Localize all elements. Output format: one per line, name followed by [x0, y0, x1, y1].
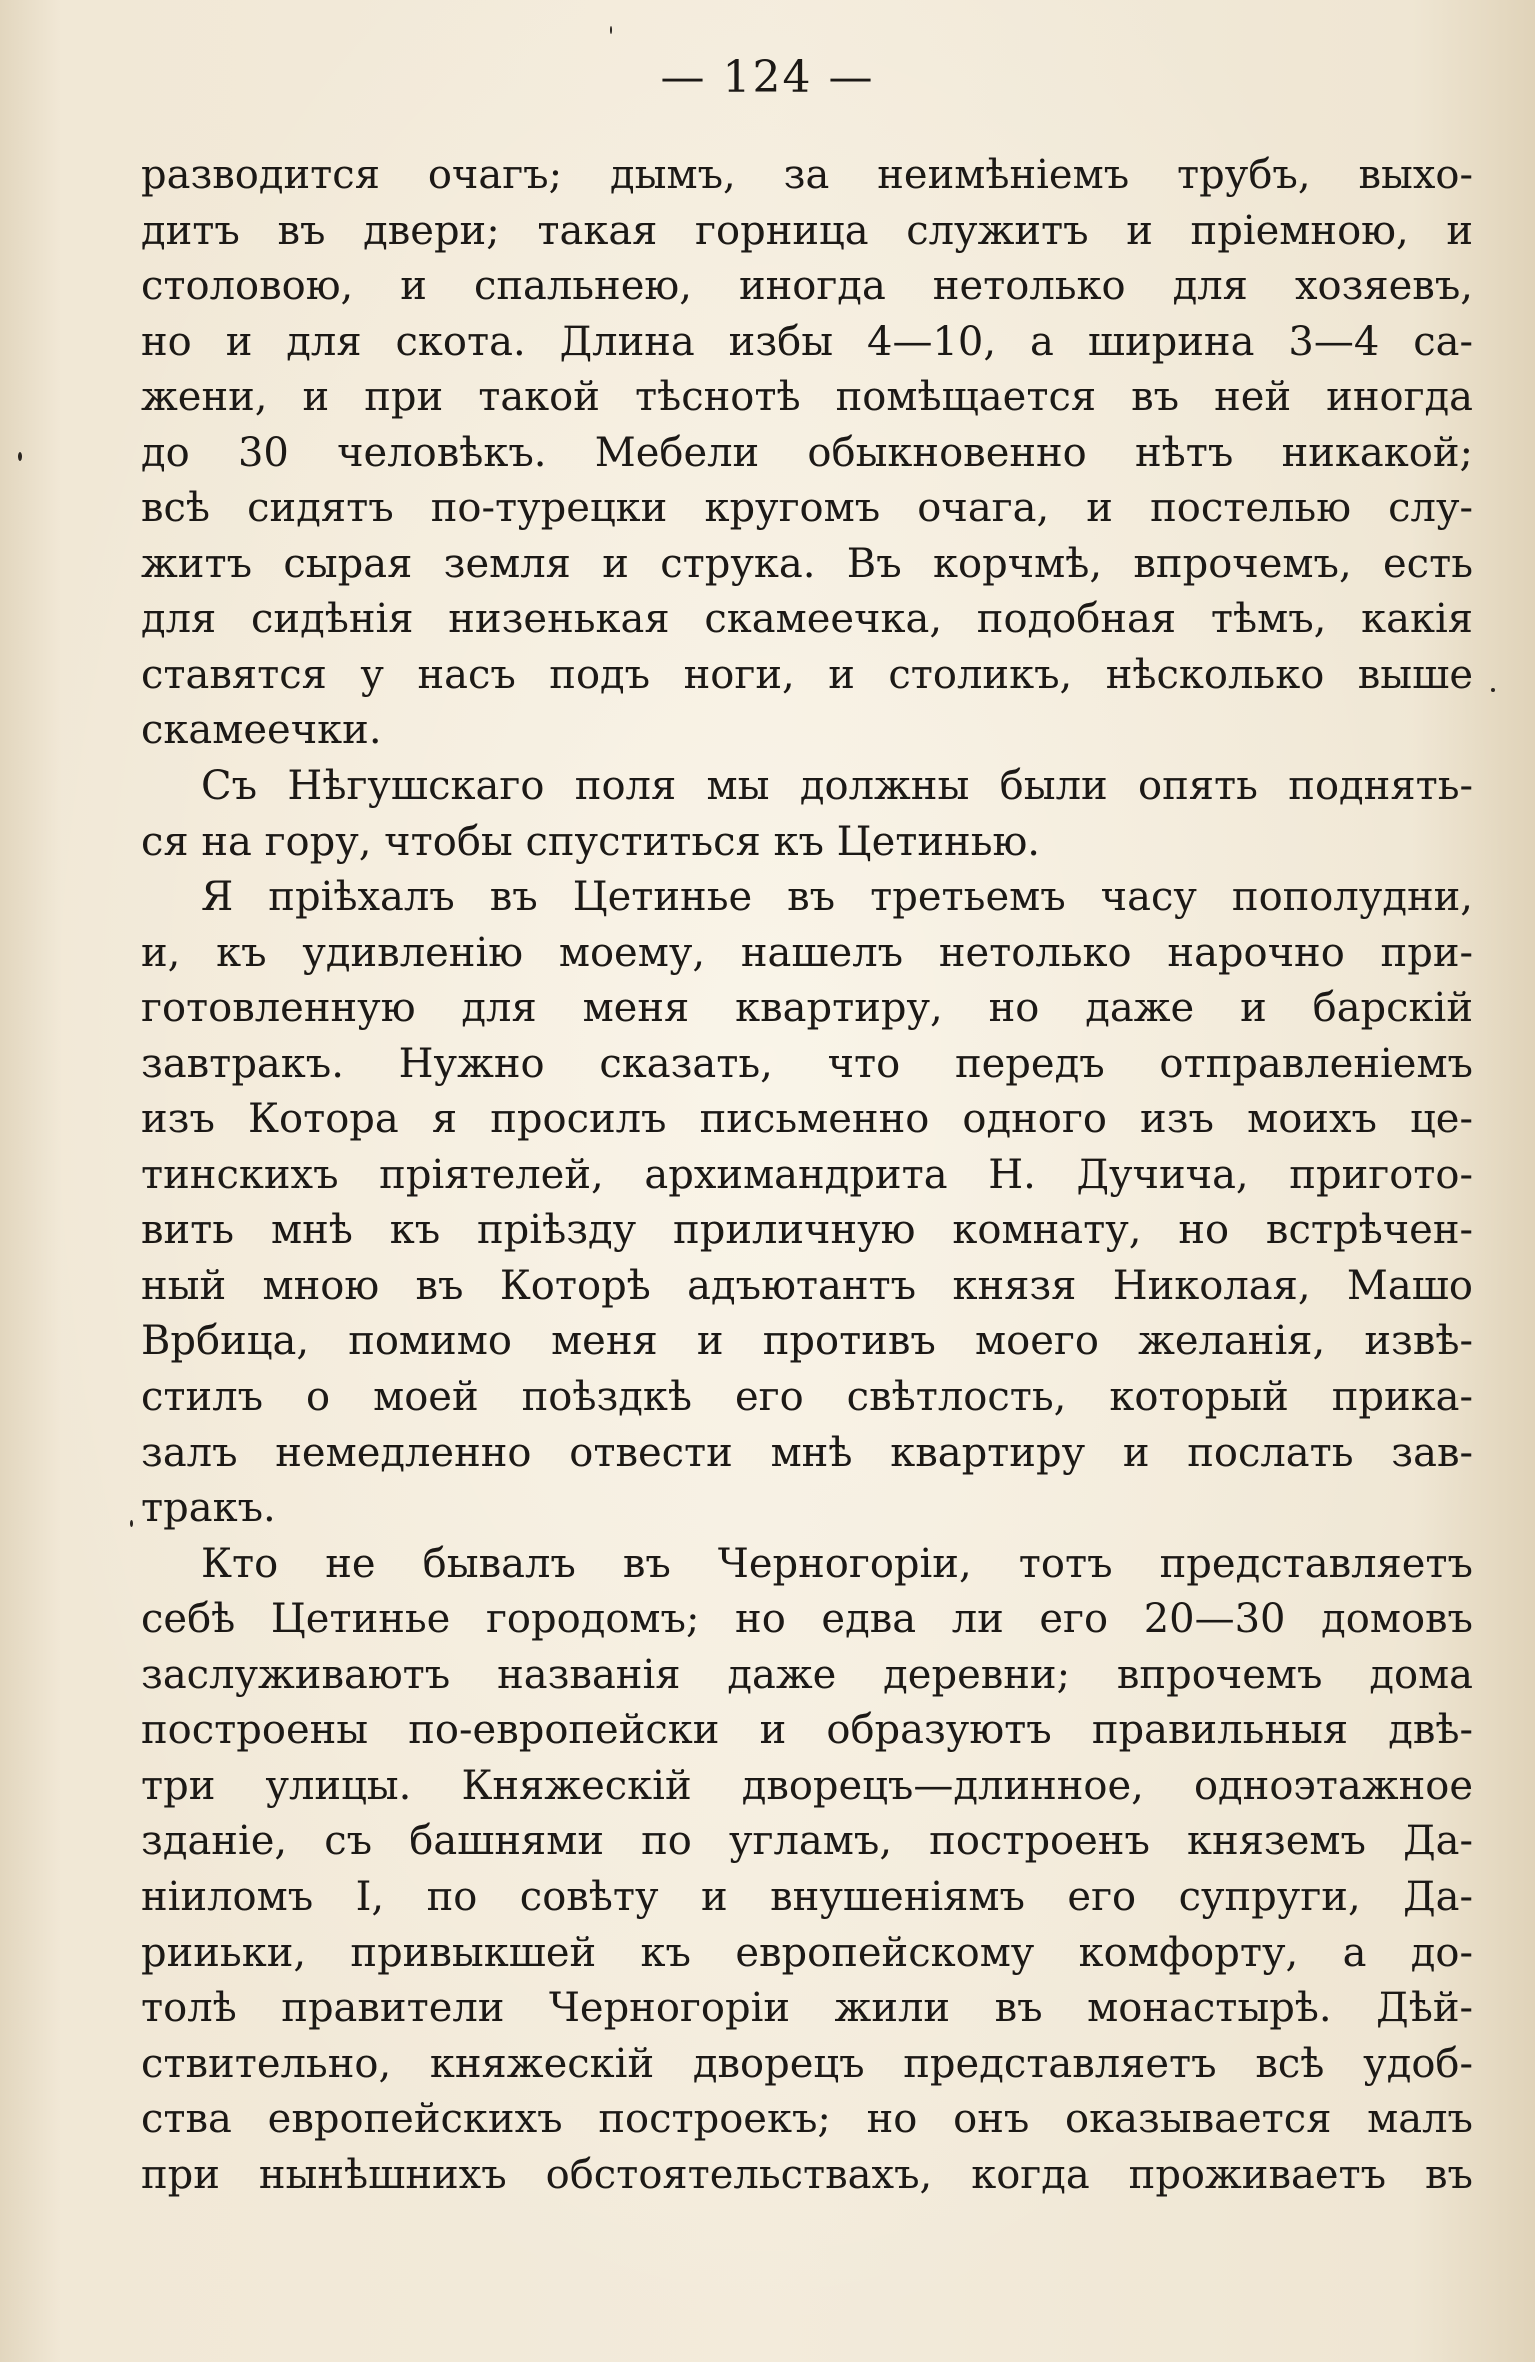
text-line: рииьки, привыкшей къ европейскому комфорту, а до-: [141, 1929, 1473, 1976]
text-line: зданіе, съ башнями по угламъ, построенъ княземъ Да-: [141, 1818, 1473, 1865]
text-line: Кто не бывалъ въ Черногоріи, тотъ представляетъ: [201, 1540, 1473, 1587]
text-line: разводится очагъ; дымъ, за неимѣніемъ трубъ, выхо-: [141, 152, 1473, 198]
print-speck: [130, 1520, 133, 1527]
text-line: всѣ сидятъ по-турецки кругомъ очага, и постелью слу-: [141, 485, 1473, 532]
text-line: ства европейскихъ построекъ; но онъ оказывается малъ: [141, 2096, 1473, 2143]
text-line: ніиломъ I, по совѣту и внушеніямъ его супруги, Да-: [141, 1873, 1473, 1920]
page-number: — 124 —: [660, 52, 875, 103]
text-line: Врбица, помимо меня и противъ моего желанія, извѣ-: [141, 1318, 1473, 1365]
text-line: готовленную для меня квартиру, но даже и барскій: [141, 985, 1473, 1032]
text-line: но и для скота. Длина избы 4—10, а ширина 3—4 са-: [141, 318, 1473, 365]
text-line: жени, и при такой тѣснотѣ помѣщается въ ней иногда: [141, 374, 1473, 421]
text-line: залъ немедленно отвести мнѣ квартиру и послать зав-: [141, 1429, 1473, 1476]
text-line: тинскихъ пріятелей, архимандрита Н. Дучича, пригото-: [141, 1151, 1473, 1198]
text-line: завтракъ. Нужно сказать, что передъ отправленіемъ: [141, 1040, 1473, 1087]
text-line: столовою, и спальнею, иногда нетолько для хозяевъ,: [141, 263, 1473, 310]
print-speck: [1491, 688, 1495, 692]
text-line: ный мною въ Которѣ адъютантъ князя Николая, Машо: [141, 1262, 1473, 1309]
text-line: и, къ удивленію моему, нашелъ нетолько нарочно при-: [141, 929, 1473, 976]
text-line: толѣ правители Черногоріи жили въ монастырѣ. Дѣй-: [141, 1985, 1473, 2032]
print-speck: [18, 452, 22, 461]
text-line: дитъ въ двери; такая горница служитъ и пріемною, и: [141, 207, 1473, 254]
page-body-text: [141, 148, 1473, 2203]
text-line: заслуживаютъ названія даже деревни; впрочемъ дома: [141, 1651, 1473, 1698]
text-line: скамеечки.: [141, 707, 382, 754]
text-line: при нынѣшнихъ обстоятельствахъ, когда проживаетъ въ: [141, 2151, 1473, 2198]
text-line: для сидѣнія низенькая скамеечка, подобная тѣмъ, какія: [141, 596, 1473, 643]
text-line: построены по-европейски и образуютъ правильныя двѣ-: [141, 1707, 1473, 1754]
text-line: Я пріѣхалъ въ Цетинье въ третьемъ часу пополудни,: [201, 874, 1473, 921]
text-line: вить мнѣ къ пріѣзду приличную комнату, но встрѣчен-: [141, 1207, 1473, 1254]
text-line: ствительно, княжескій дворецъ представляетъ всѣ удоб-: [141, 2040, 1473, 2087]
text-line: тракъ.: [141, 1485, 276, 1532]
text-line: ся на гору, чтобы спуститься къ Цетинью.: [141, 818, 1041, 865]
text-line: Съ Нѣгушскаго поля мы должны были опять поднять-: [201, 763, 1473, 810]
text-line: ставятся у насъ подъ ноги, и столикъ, нѣсколько выше: [141, 651, 1473, 698]
text-line: три улицы. Княжескій дворецъ—длинное, одноэтажное: [141, 1762, 1473, 1809]
text-line: житъ сырая земля и струка. Въ корчмѣ, впрочемъ, есть: [141, 540, 1473, 587]
text-line: изъ Котора я просилъ письменно одного изъ моихъ це-: [141, 1096, 1473, 1143]
text-line: до 30 человѣкъ. Мебели обыкновенно нѣтъ никакой;: [141, 429, 1473, 476]
print-speck: [610, 26, 612, 34]
text-line: стилъ о моей поѣздкѣ его свѣтлость, который прика-: [141, 1374, 1473, 1421]
text-line: себѣ Цетинье городомъ; но едва ли его 20—30 домовъ: [141, 1596, 1473, 1643]
